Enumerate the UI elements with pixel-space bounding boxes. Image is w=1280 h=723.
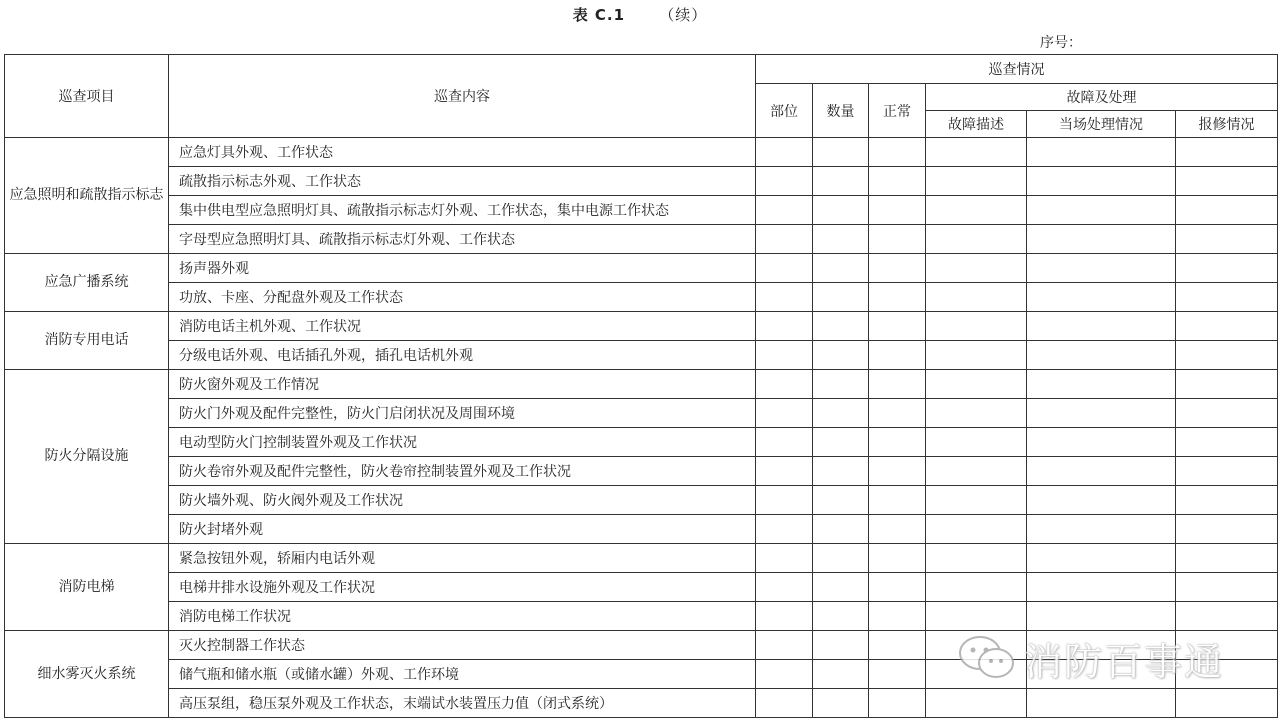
entry-cell-normal[interactable]	[869, 196, 926, 225]
header-quantity: 数量	[813, 84, 869, 138]
entry-cell-quantity[interactable]	[813, 515, 869, 544]
header-fault-desc: 故障描述	[926, 111, 1027, 138]
entry-cell-repair[interactable]	[1176, 573, 1278, 602]
entry-cell-quantity[interactable]	[813, 196, 869, 225]
inspection-item-cell: 防火门外观及配件完整性，防火门启闭状况及周围环境	[169, 399, 756, 428]
category-cell: 消防电梯	[5, 544, 169, 631]
entry-cell-location[interactable]	[756, 167, 813, 196]
category-cell: 应急照明和疏散指示标志	[5, 138, 169, 254]
entry-cell-quantity[interactable]	[813, 631, 869, 660]
header-location: 部位	[756, 84, 813, 138]
entry-cell-repair[interactable]	[1176, 515, 1278, 544]
entry-cell-normal[interactable]	[869, 138, 926, 167]
header-repair: 报修情况	[1176, 111, 1278, 138]
category-cell: 消防专用电话	[5, 312, 169, 370]
entry-cell-repair[interactable]	[1176, 196, 1278, 225]
entry-cell-normal[interactable]	[869, 167, 926, 196]
entry-cell-onsite[interactable]	[1027, 573, 1176, 602]
entry-cell-location[interactable]	[756, 399, 813, 428]
entry-cell-quantity[interactable]	[813, 689, 869, 718]
entry-cell-quantity[interactable]	[813, 283, 869, 312]
entry-cell-repair[interactable]	[1176, 689, 1278, 718]
inspection-item-cell: 防火墙外观、防火阀外观及工作状况	[169, 486, 756, 515]
inspection-item-cell: 灭火控制器工作状态	[169, 631, 756, 660]
entry-cell-quantity[interactable]	[813, 399, 869, 428]
table-row	[5, 602, 1278, 631]
entry-cell-repair[interactable]	[1176, 602, 1278, 631]
table-row	[5, 138, 1278, 167]
entry-cell-onsite[interactable]	[1027, 457, 1176, 486]
entry-cell-normal[interactable]	[869, 399, 926, 428]
table-row	[5, 370, 1278, 399]
entry-cell-fault-desc[interactable]	[926, 602, 1027, 631]
entry-cell-fault-desc[interactable]	[926, 486, 1027, 515]
table-row	[5, 312, 1278, 341]
entry-cell-normal[interactable]	[869, 544, 926, 573]
entry-cell-normal[interactable]	[869, 486, 926, 515]
entry-cell-normal[interactable]	[869, 341, 926, 370]
table-title-label: 表 C.1	[572, 6, 626, 24]
entry-cell-repair[interactable]	[1176, 254, 1278, 283]
entry-cell-repair[interactable]	[1176, 138, 1278, 167]
entry-cell-quantity[interactable]	[813, 370, 869, 399]
entry-cell-onsite[interactable]	[1027, 544, 1176, 573]
entry-cell-fault-desc[interactable]	[926, 370, 1027, 399]
table-row	[5, 196, 1278, 225]
entry-cell-location[interactable]	[756, 660, 813, 689]
entry-cell-repair[interactable]	[1176, 283, 1278, 312]
inspection-item-cell: 消防电梯工作状况	[169, 602, 756, 631]
inspection-item-cell: 电动型防火门控制装置外观及工作状况	[169, 428, 756, 457]
table-row	[5, 544, 1278, 573]
entry-cell-fault-desc[interactable]	[926, 341, 1027, 370]
header-item: 巡查项目	[5, 55, 169, 138]
entry-cell-normal[interactable]	[869, 457, 926, 486]
entry-cell-repair[interactable]	[1176, 312, 1278, 341]
header-fault-handling: 故障及处理	[926, 84, 1278, 111]
entry-cell-normal[interactable]	[869, 689, 926, 718]
entry-cell-location[interactable]	[756, 573, 813, 602]
entry-cell-repair[interactable]	[1176, 486, 1278, 515]
entry-cell-location[interactable]	[756, 370, 813, 399]
header-status: 巡查情况	[756, 55, 1278, 84]
entry-cell-quantity[interactable]	[813, 312, 869, 341]
entry-cell-quantity[interactable]	[813, 602, 869, 631]
entry-cell-onsite[interactable]	[1027, 167, 1176, 196]
entry-cell-location[interactable]	[756, 138, 813, 167]
entry-cell-repair[interactable]	[1176, 428, 1278, 457]
entry-cell-fault-desc[interactable]	[926, 167, 1027, 196]
entry-cell-onsite[interactable]	[1027, 138, 1176, 167]
entry-cell-normal[interactable]	[869, 283, 926, 312]
entry-cell-quantity[interactable]	[813, 457, 869, 486]
inspection-item-cell: 字母型应急照明灯具、疏散指示标志灯外观、工作状态	[169, 225, 756, 254]
entry-cell-normal[interactable]	[869, 312, 926, 341]
entry-cell-normal[interactable]	[869, 602, 926, 631]
entry-cell-fault-desc[interactable]	[926, 544, 1027, 573]
entry-cell-onsite[interactable]	[1027, 254, 1176, 283]
inspection-item-cell: 应急灯具外观、工作状态	[169, 138, 756, 167]
entry-cell-quantity[interactable]	[813, 544, 869, 573]
entry-cell-onsite[interactable]	[1027, 428, 1176, 457]
entry-cell-normal[interactable]	[869, 225, 926, 254]
entry-cell-onsite[interactable]	[1027, 689, 1176, 718]
entry-cell-onsite[interactable]	[1027, 370, 1176, 399]
entry-cell-quantity[interactable]	[813, 225, 869, 254]
inspection-item-cell: 扬声器外观	[169, 254, 756, 283]
table-row	[5, 399, 1278, 428]
entry-cell-quantity[interactable]	[813, 341, 869, 370]
entry-cell-location[interactable]	[756, 486, 813, 515]
entry-cell-repair[interactable]	[1176, 370, 1278, 399]
entry-cell-quantity[interactable]	[813, 428, 869, 457]
table-title-continued: （续）	[659, 6, 708, 24]
entry-cell-normal[interactable]	[869, 660, 926, 689]
category-cell: 应急广播系统	[5, 254, 169, 312]
entry-cell-quantity[interactable]	[813, 167, 869, 196]
watermark-text: 消防百事通	[1024, 639, 1225, 684]
category-cell: 防火分隔设施	[5, 370, 169, 544]
inspection-item-cell: 消防电话主机外观、工作状况	[169, 312, 756, 341]
entry-cell-repair[interactable]	[1176, 457, 1278, 486]
table-row	[5, 573, 1278, 602]
entry-cell-repair[interactable]	[1176, 399, 1278, 428]
table-row	[5, 341, 1278, 370]
entry-cell-normal[interactable]	[869, 428, 926, 457]
entry-cell-quantity[interactable]	[813, 254, 869, 283]
entry-cell-location[interactable]	[756, 689, 813, 718]
entry-cell-location[interactable]	[756, 225, 813, 254]
inspection-item-cell: 防火封堵外观	[169, 515, 756, 544]
table-row	[5, 428, 1278, 457]
serial-number-label: 序号：	[1040, 35, 1082, 51]
entry-cell-normal[interactable]	[869, 515, 926, 544]
header-content: 巡查内容	[169, 55, 756, 138]
table-row	[5, 457, 1278, 486]
entry-cell-fault-desc[interactable]	[926, 689, 1027, 718]
entry-cell-fault-desc[interactable]	[926, 138, 1027, 167]
table-row	[5, 283, 1278, 312]
inspection-item-cell: 储气瓶和储水瓶（或储水罐）外观、工作环境	[169, 660, 756, 689]
entry-cell-onsite[interactable]	[1027, 515, 1176, 544]
entry-cell-repair[interactable]	[1176, 225, 1278, 254]
category-cell: 细水雾灭火系统	[5, 631, 169, 718]
entry-cell-location[interactable]	[756, 312, 813, 341]
watermark	[956, 628, 1256, 688]
entry-cell-fault-desc[interactable]	[926, 428, 1027, 457]
entry-cell-fault-desc[interactable]	[926, 196, 1027, 225]
inspection-item-cell: 集中供电型应急照明灯具、疏散指示标志灯外观、工作状态，集中电源工作状态	[169, 196, 756, 225]
entry-cell-onsite[interactable]	[1027, 225, 1176, 254]
entry-cell-fault-desc[interactable]	[926, 515, 1027, 544]
inspection-item-cell: 分级电话外观、电话插孔外观，插孔电话机外观	[169, 341, 756, 370]
table-row	[5, 254, 1278, 283]
entry-cell-onsite[interactable]	[1027, 196, 1176, 225]
inspection-item-cell: 高压泵组，稳压泵外观及工作状态，末端试水装置压力值（闭式系统）	[169, 689, 756, 718]
table-row	[5, 225, 1278, 254]
entry-cell-normal[interactable]	[869, 631, 926, 660]
wechat-bubble-icon	[956, 631, 1018, 685]
entry-cell-fault-desc[interactable]	[926, 225, 1027, 254]
entry-cell-quantity[interactable]	[813, 573, 869, 602]
entry-cell-fault-desc[interactable]	[926, 254, 1027, 283]
header-onsite: 当场处理情况	[1027, 111, 1176, 138]
table-row	[5, 167, 1278, 196]
inspection-item-cell: 电梯井排水设施外观及工作状况	[169, 573, 756, 602]
entry-cell-repair[interactable]	[1176, 544, 1278, 573]
entry-cell-onsite[interactable]	[1027, 486, 1176, 515]
inspection-item-cell: 疏散指示标志外观、工作状态	[169, 167, 756, 196]
entry-cell-quantity[interactable]	[813, 660, 869, 689]
entry-cell-fault-desc[interactable]	[926, 399, 1027, 428]
entry-cell-location[interactable]	[756, 196, 813, 225]
entry-cell-normal[interactable]	[869, 254, 926, 283]
entry-cell-normal[interactable]	[869, 370, 926, 399]
inspection-item-cell: 功放、卡座、分配盘外观及工作状态	[169, 283, 756, 312]
inspection-item-cell: 防火窗外观及工作情况	[169, 370, 756, 399]
table-row	[5, 689, 1278, 718]
entry-cell-location[interactable]	[756, 428, 813, 457]
entry-cell-location[interactable]	[756, 515, 813, 544]
entry-cell-repair[interactable]	[1176, 167, 1278, 196]
entry-cell-onsite[interactable]	[1027, 602, 1176, 631]
table-row	[5, 515, 1278, 544]
inspection-item-cell: 紧急按钮外观，轿厢内电话外观	[169, 544, 756, 573]
entry-cell-location[interactable]	[756, 602, 813, 631]
entry-cell-location[interactable]	[756, 341, 813, 370]
entry-cell-fault-desc[interactable]	[926, 573, 1027, 602]
entry-cell-location[interactable]	[756, 283, 813, 312]
entry-cell-location[interactable]	[756, 254, 813, 283]
entry-cell-quantity[interactable]	[813, 486, 869, 515]
entry-cell-location[interactable]	[756, 631, 813, 660]
entry-cell-onsite[interactable]	[1027, 341, 1176, 370]
entry-cell-location[interactable]	[756, 457, 813, 486]
inspection-item-cell: 防火卷帘外观及配件完整性，防火卷帘控制装置外观及工作状况	[169, 457, 756, 486]
entry-cell-onsite[interactable]	[1027, 283, 1176, 312]
table-title	[0, 4, 1280, 25]
entry-cell-onsite[interactable]	[1027, 399, 1176, 428]
entry-cell-fault-desc[interactable]	[926, 283, 1027, 312]
entry-cell-repair[interactable]	[1176, 341, 1278, 370]
inspection-table	[4, 54, 1278, 718]
table-row	[5, 486, 1278, 515]
header-normal: 正常	[869, 84, 926, 138]
entry-cell-quantity[interactable]	[813, 138, 869, 167]
entry-cell-normal[interactable]	[869, 573, 926, 602]
entry-cell-location[interactable]	[756, 544, 813, 573]
entry-cell-fault-desc[interactable]	[926, 312, 1027, 341]
entry-cell-onsite[interactable]	[1027, 312, 1176, 341]
entry-cell-fault-desc[interactable]	[926, 457, 1027, 486]
